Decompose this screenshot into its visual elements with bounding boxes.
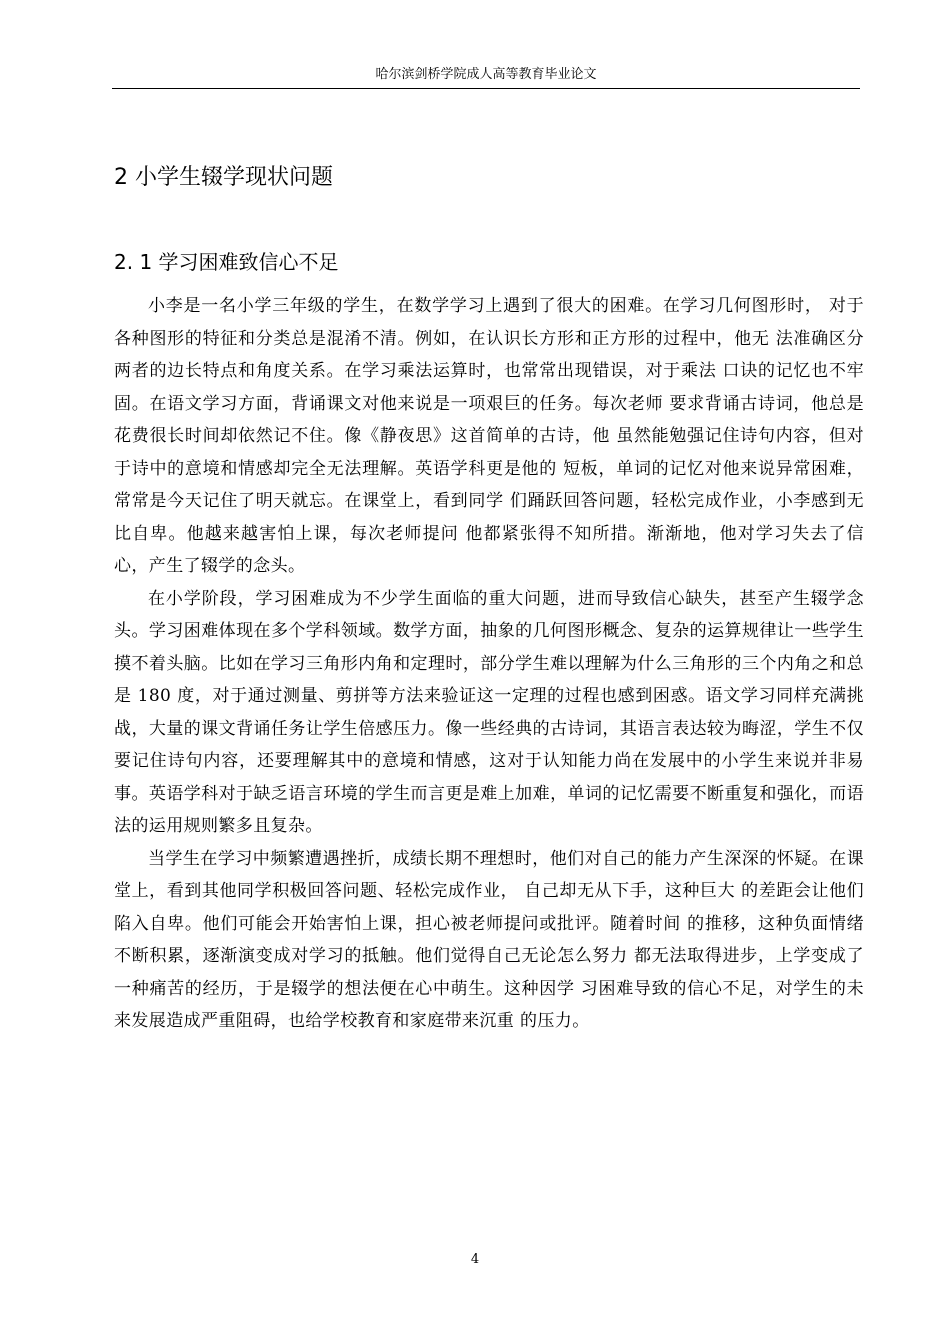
body-text xyxy=(114,290,864,1038)
chapter-title: 2 小学生辍学现状问题 xyxy=(114,165,333,190)
paragraph: 当学生在学习中频繁遭遇挫折，成绩长期不理想时，他们对自己的能力产生深深的怀疑。在课堂上，看到其他同学积极回答问题、轻松完成作业， 自己却无从下手，这种巨大 的差距会让他们陷入自卑。他们可能会开始害怕上课，担心被老师提问或批评。随着时间 的推移，这种负面情绪不断积累，逐渐演变成对学习的抵触。他们觉得自己无论怎么努力 都无法取得进步，上学变成了一种痛苦的经历，于是辍学的想法便在心中萌生。这种因学 习困难导致的信心不足，对学生的未来发展造成严重阻碍，也给学校教育和家庭带来沉重 的压力。 xyxy=(114,848,864,1031)
section-title: 2. 1 学习困难致信心不足 xyxy=(114,250,339,274)
running-header: 哈尔滨剑桥学院成人高等教育毕业论文 xyxy=(375,67,597,82)
page-number: 4 xyxy=(470,1252,480,1267)
paragraph: 在小学阶段，学习困难成为不少学生面临的重大问题，进而导致信心缺失，甚至产生辍学念头。学习困难体现在多个学科领域。数学方面，抽象的几何图形概念、复杂的运算规律让一些学生摸不着头脑。比如在学习三角形内角和定理时，部分学生难以理解为什么三角形的三个内角之和总是 180 度，对于通过测量、剪拼等方法来验证这一定理的过程也感到困惑。语文学习同样充满挑战，大量的课文背诵任务让学生倍感压力。像一些经典的古诗词，其语言表达较为晦涩，学生不仅要记住诗句内容，还要理解其中的意境和情感，这对于认知能力尚在发展中的小学生来说并非易事。英语学科对于缺乏语言环境的学生而言更是难上加难，单词的记忆需要不断重复和强化，而语法的运用规则繁多且复杂。 xyxy=(114,588,864,836)
paragraph: 小李是一名小学三年级的学生，在数学学习上遇到了很大的困难。在学习几何图形时， 对于各种图形的特征和分类总是混淆不清。例如，在认识长方形和正方形的过程中，他无 法准确区分两者的边长特点和角度关系。在学习乘法运算时，也常常出现错误，对于乘法 口诀的记忆也不牢固。在语文学习方面，背诵课文对他来说是一项艰巨的任务。每次老师 要求背诵古诗词，他总是花费很长时间却依然记不住。像《静夜思》这首简单的古诗，他 虽然能勉强记住诗句内容，但对于诗中的意境和情感却完全无法理解。英语学科更是他的 短板，单词的记忆对他来说异常困难，常常是今天记住了明天就忘。在课堂上，看到同学 们踊跃回答问题，轻松完成作业，小李感到无比自卑。他越来越害怕上课，每次老师提问 他都紧张得不知所措。渐渐地，他对学习失去了信心，产生了辍学的念头。 xyxy=(114,296,864,576)
header-divider xyxy=(112,88,860,89)
